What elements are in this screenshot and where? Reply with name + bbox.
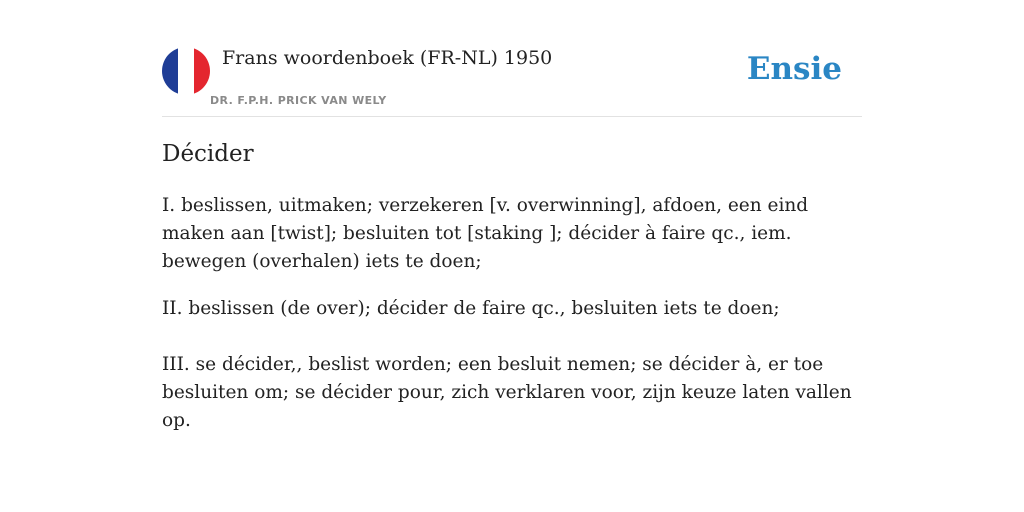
definition-1: I. beslissen, uitmaken; verzekeren [v. overwinning], afdoen, een eind maken aan [twist]; besluiten tot [staking ]; décider à faire qc., iem. bewegen (overhalen) iets te doen; — [162, 195, 809, 272]
flag-stripe-blue — [162, 47, 178, 95]
entry-headword: Décider — [162, 141, 254, 167]
flag-stripe-red — [194, 47, 210, 95]
entry-card — [162, 0, 862, 431]
french-flag-icon — [162, 47, 210, 95]
definition-2: II. beslissen (de over); décider de faire qc., besluiten iets te doen; — [162, 298, 780, 319]
ensie-logo[interactable]: Ensie — [746, 51, 842, 87]
definition-3: III. se décider,, beslist worden; een besluit nemen; se décider à, er toe besluiten om; se décider pour, zich verklaren voor, zijn keuze laten vallen op. — [162, 354, 852, 431]
dictionary-author: DR. F.P.H. PRICK VAN WELY — [210, 94, 387, 107]
dictionary-header — [162, 0, 862, 117]
dictionary-title[interactable]: Frans woordenboek (FR-NL) 1950 — [222, 47, 553, 69]
flag-stripe-white — [178, 47, 194, 95]
